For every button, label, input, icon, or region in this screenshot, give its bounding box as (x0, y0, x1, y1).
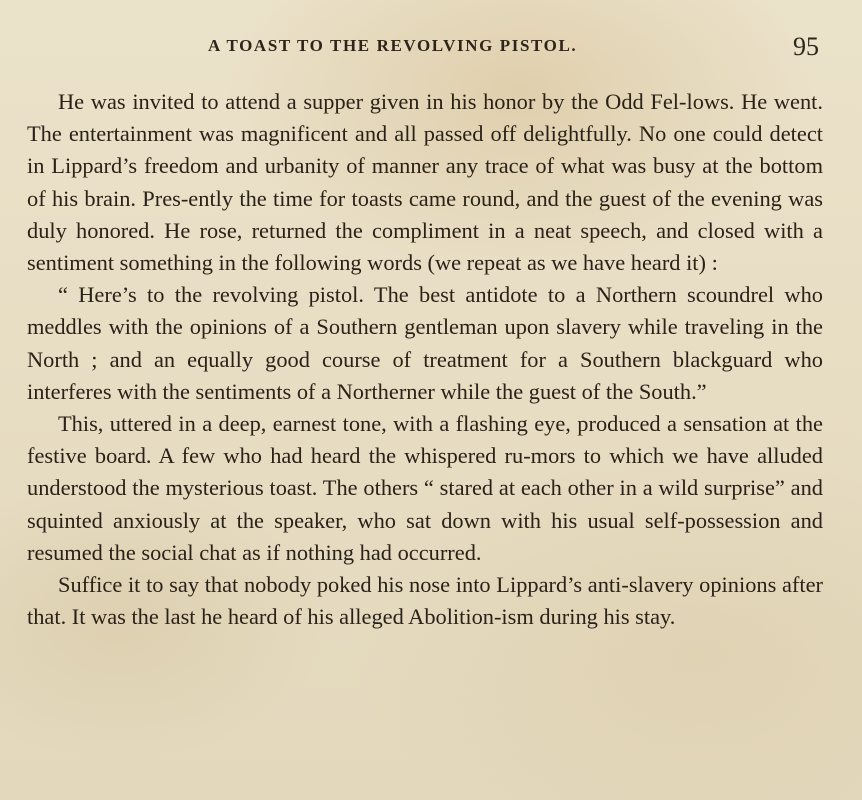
running-head (0, 32, 862, 62)
paragraph-suffice: Suffice it to say that nobody poked his nose into Lippard’s anti-slavery opinions after that. It was the last he heard of his alleged Abolition-ism during his stay. (27, 572, 823, 630)
paragraph-sensation: This, uttered in a deep, earnest tone, with a flashing eye, produced a sensation at the festive board. A few who had heard the whispered ru-mors to which we have alluded understood the mysterious toast. The others “ stared at each other in a wild surprise” and squinted anxiously at the speaker, who sat down with his usual self-possession and resumed the social chat as if nothing had occurred. (27, 411, 823, 565)
body-text (27, 86, 823, 633)
paragraph-supper: He was invited to attend a supper given in his honor by the Odd Fel-lows. He went. The entertainment was magnificent and all passed off delightfully. No one could detect in Lippard’s freedom and urbanity of manner any trace of what was busy at the bottom of his brain. Pres-ently the time for toasts came round, and the guest of the evening was duly honored. He rose, returned the compliment in a neat speech, and closed with a sentiment something in the following words (we repeat as we have heard it) : (27, 89, 823, 276)
page-number: 95 (793, 32, 819, 61)
paragraph-toast-quote: “ Here’s to the revolving pistol. The best antidote to a Northern scoundrel who meddles with the opinions of a Southern gentleman upon slavery while traveling in the North ; and an equally good course of treatment for a Southern blackguard who interferes with the sentiments of a Northerner while the guest of the South.” (27, 282, 823, 404)
running-title: A TOAST TO THE REVOLVING PISTOL. (208, 36, 578, 55)
